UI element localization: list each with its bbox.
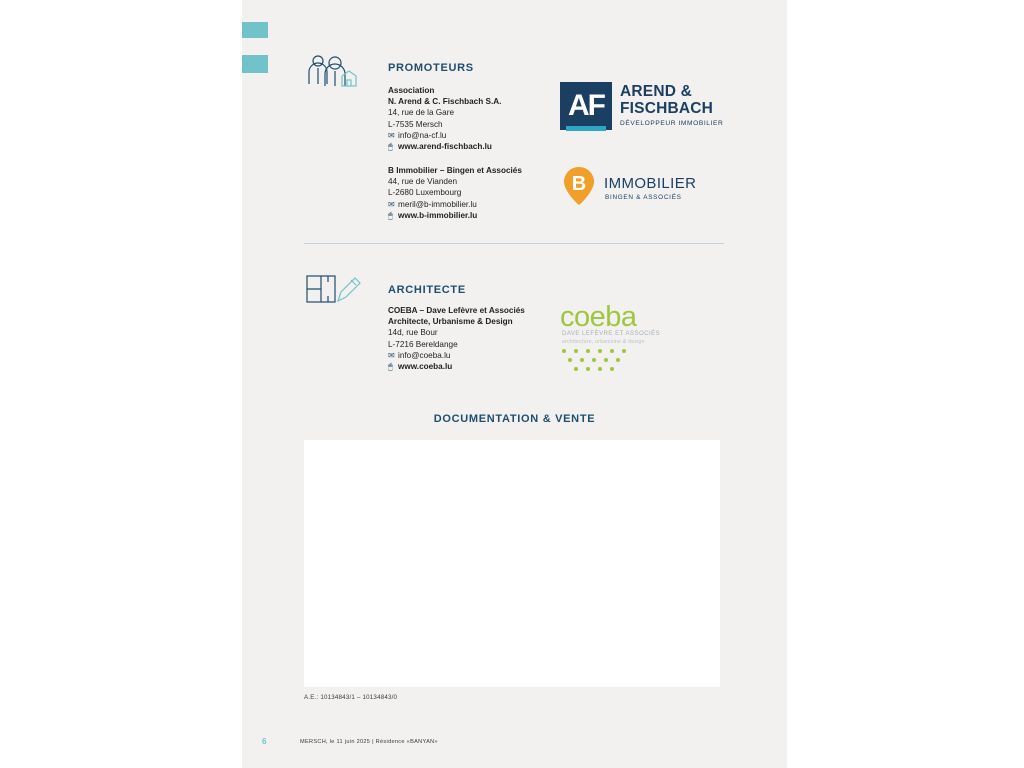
architecte-name-line2: Architecte, Urbanisme & Design	[388, 317, 513, 327]
map-pin-icon	[562, 166, 596, 206]
floorplan-pencil-icon	[304, 268, 364, 316]
documentation-heading: DOCUMENTATION & VENTE	[433, 413, 596, 425]
af-name-line1: AREND &	[620, 83, 693, 100]
architecte-name-line1: COEBA – Dave Lefèvre et Associés	[388, 306, 525, 315]
promoteur-1-name-line1: Association	[388, 86, 435, 95]
promoteurs-heading: PROMOTEURS	[388, 62, 474, 74]
two-people-house-icon	[304, 52, 364, 100]
promoteur-1-address: 14, rue de la Gare	[388, 108, 454, 118]
af-name	[620, 83, 713, 117]
bi-subtitle: BINGEN & ASSOCIÉS	[605, 194, 682, 201]
architecte-email[interactable]: info@coeba.lu	[398, 350, 451, 360]
svg-text:B: B	[571, 173, 587, 195]
promoteur-2-postal: L-2680 Luxembourg	[388, 188, 462, 198]
architecte-entry-1	[388, 305, 525, 372]
architecte-website[interactable]: www.coeba.lu	[398, 362, 453, 372]
ae-code-text: A.E.: 10134843/1 – 10134843/0	[304, 694, 398, 701]
decorative-square-top	[242, 22, 268, 38]
coeba-subtitle-1: DAVE LEFÈVRE ET ASSOCIÉS	[562, 331, 661, 337]
documentation-placeholder-box	[304, 440, 720, 687]
web-cursor-icon: 🖱	[388, 142, 393, 152]
promoteur-entry-1	[388, 85, 501, 152]
promoteur-1-postal: L-7535 Mersch	[388, 119, 443, 129]
bi-name: IMMOBILIER	[604, 175, 697, 192]
promoteur-2-email[interactable]: meril@b-immobilier.lu	[398, 199, 477, 209]
promoteur-2-name-line1: B Immobilier – Bingen et Associés	[388, 166, 522, 175]
architecte-heading: ARCHITECTE	[388, 284, 466, 296]
af-name-line2: FISCHBACH	[620, 100, 714, 117]
logo-b-immobilier	[560, 166, 740, 226]
web-cursor-icon: 🖱	[388, 210, 393, 220]
promoteur-1-name-line2: N. Arend & C. Fischbach S.A.	[388, 97, 502, 107]
logo-coeba	[560, 301, 740, 371]
email-icon: ✉	[388, 350, 395, 360]
coeba-name: coeba	[560, 301, 637, 333]
promoteur-1-website[interactable]: www.arend-fischbach.lu	[398, 142, 492, 152]
section-divider	[304, 243, 724, 244]
af-accent-bar	[566, 126, 606, 131]
promoteur-2-address: 44, rue de Vianden	[388, 177, 458, 187]
architecte-address: 14d, rue Bour	[388, 328, 438, 338]
architecte-postal: L-7216 Bereldange	[388, 339, 458, 349]
af-subtitle: DÉVELOPPEUR IMMOBILIER	[620, 120, 724, 127]
promoteur-entry-2	[388, 165, 522, 221]
decorative-square-bottom	[242, 55, 268, 73]
promoteur-1-email[interactable]: info@na-cf.lu	[398, 130, 447, 140]
email-icon: ✉	[388, 130, 395, 140]
page-number: 6	[262, 737, 267, 746]
logo-arend-fischbach	[560, 82, 725, 137]
coeba-dot-grid	[560, 349, 650, 373]
promoteur-2-website[interactable]: www.b-immobilier.lu	[398, 210, 478, 220]
email-icon: ✉	[388, 199, 395, 209]
coeba-subtitle-2: architecture, urbanisme & design	[562, 339, 645, 345]
af-monogram-text: AF	[568, 89, 604, 122]
document-page	[242, 0, 787, 768]
web-cursor-icon: 🖱	[388, 362, 393, 372]
footer-caption: MERSCH, le 11 juin 2025 | Résidence «BANYAN»	[300, 739, 438, 745]
page-footer	[242, 737, 787, 757]
